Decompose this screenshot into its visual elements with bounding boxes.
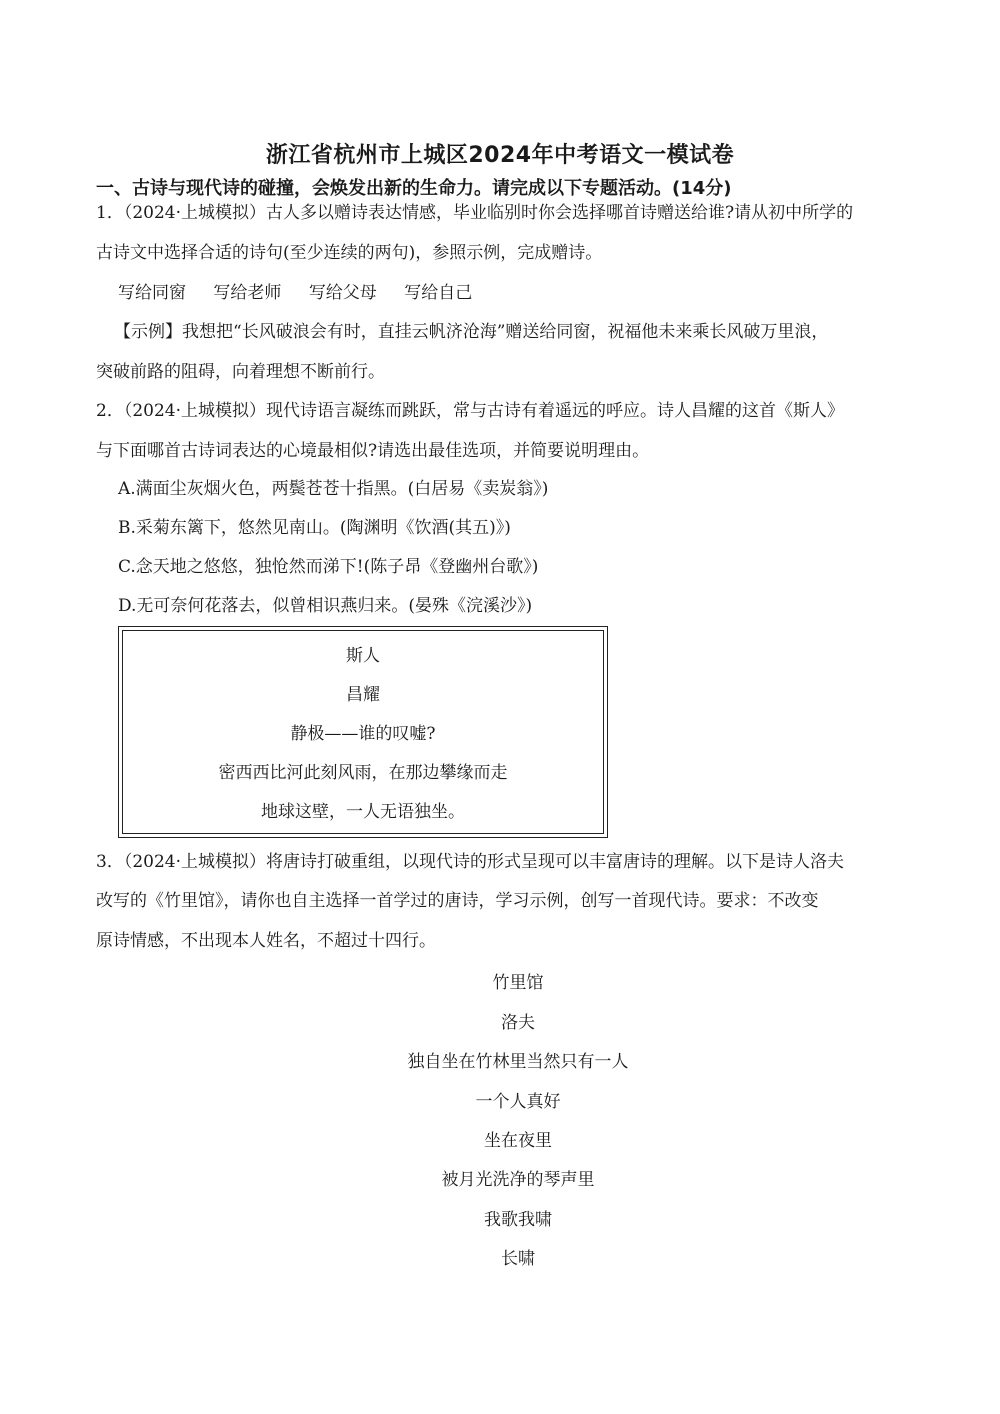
poem-2-author: 洛夫 xyxy=(501,1013,535,1033)
poem-title: 斯人 xyxy=(346,646,380,666)
question-3-line-3: 原诗情感，不出现本人姓名，不超过十四行。 xyxy=(96,931,436,951)
question-1-line-1: 1．（2024·上城模拟）古人多以赠诗表达情感，毕业临别时你会选择哪首诗赠送给谁?请从初中所学的 xyxy=(96,203,854,223)
recipient-self: 写给自己 xyxy=(404,283,473,303)
poem-2-line: 坐在夜里 xyxy=(484,1131,552,1151)
question-3-line-2: 改写的《竹里馆》，请你也自主选择一首学过的唐诗，学习示例，创写一首现代诗。要求：不改变 xyxy=(96,891,819,911)
example-line-1: 【示例】我想把“长风破浪会有时，直挂云帆济沧海”赠送给同窗，祝福他未来乘长风破万里浪， xyxy=(114,322,829,342)
section-heading: 一、古诗与现代诗的碰撞，会焕发出新的生命力。请完成以下专题活动。(14分) xyxy=(96,178,732,199)
poem-line: 静极——谁的叹嘘? xyxy=(290,724,436,744)
recipient-list xyxy=(118,274,918,313)
example-line-2: 突破前路的阻碍，向着理想不断前行。 xyxy=(96,362,385,382)
recipient-teacher: 写给老师 xyxy=(213,283,282,303)
option-c: C.念天地之悠悠，独怆然而涕下!(陈子昂《登幽州台歌》) xyxy=(118,557,539,577)
question-1-line-2: 古诗文中选择合适的诗句(至少连续的两句)，参照示例，完成赠诗。 xyxy=(96,243,603,263)
poem-line: 密西西比河此刻风雨，在那边攀缘而走 xyxy=(218,763,508,783)
poem-2-line: 长啸 xyxy=(501,1249,535,1269)
poem-author: 昌耀 xyxy=(346,685,380,705)
question-2-line-1: 2．（2024·上城模拟）现代诗语言凝练而跳跃，常与古诗有着遥远的呼应。诗人昌耀的这首《斯人》 xyxy=(96,401,844,421)
poem-2-line: 独自坐在竹林里当然只有一人 xyxy=(407,1052,629,1072)
page-title: 浙江省杭州市上城区2024年中考语文一模试卷 xyxy=(265,143,735,168)
poem-2-line: 我歌我啸 xyxy=(484,1210,552,1230)
option-d: D.无可奈何花落去，似曾相识燕归来。(晏殊《浣溪沙》) xyxy=(118,596,533,616)
poem-line: 地球这壁，一人无语独坐。 xyxy=(261,802,465,822)
option-b: B.采菊东篱下，悠然见南山。(陶渊明《饮酒(其五)》) xyxy=(118,518,511,538)
recipient-parents: 写给父母 xyxy=(308,283,377,303)
recipient-classmate: 写给同窗 xyxy=(118,283,186,303)
poem-box xyxy=(118,626,608,838)
poem-2-title: 竹里馆 xyxy=(492,973,544,993)
poem-2-line: 被月光洗净的琴声里 xyxy=(441,1170,595,1190)
question-2-line-2: 与下面哪首古诗词表达的心境最相似?请选出最佳选项，并简要说明理由。 xyxy=(96,441,650,461)
poem-2-line: 一个人真好 xyxy=(475,1092,561,1112)
option-a: A.满面尘灰烟火色，两鬓苍苍十指黑。(白居易《卖炭翁》) xyxy=(118,479,549,499)
question-3-line-1: 3．（2024·上城模拟）将唐诗打破重组，以现代诗的形式呈现可以丰富唐诗的理解。以下是诗人洛夫 xyxy=(96,852,844,872)
